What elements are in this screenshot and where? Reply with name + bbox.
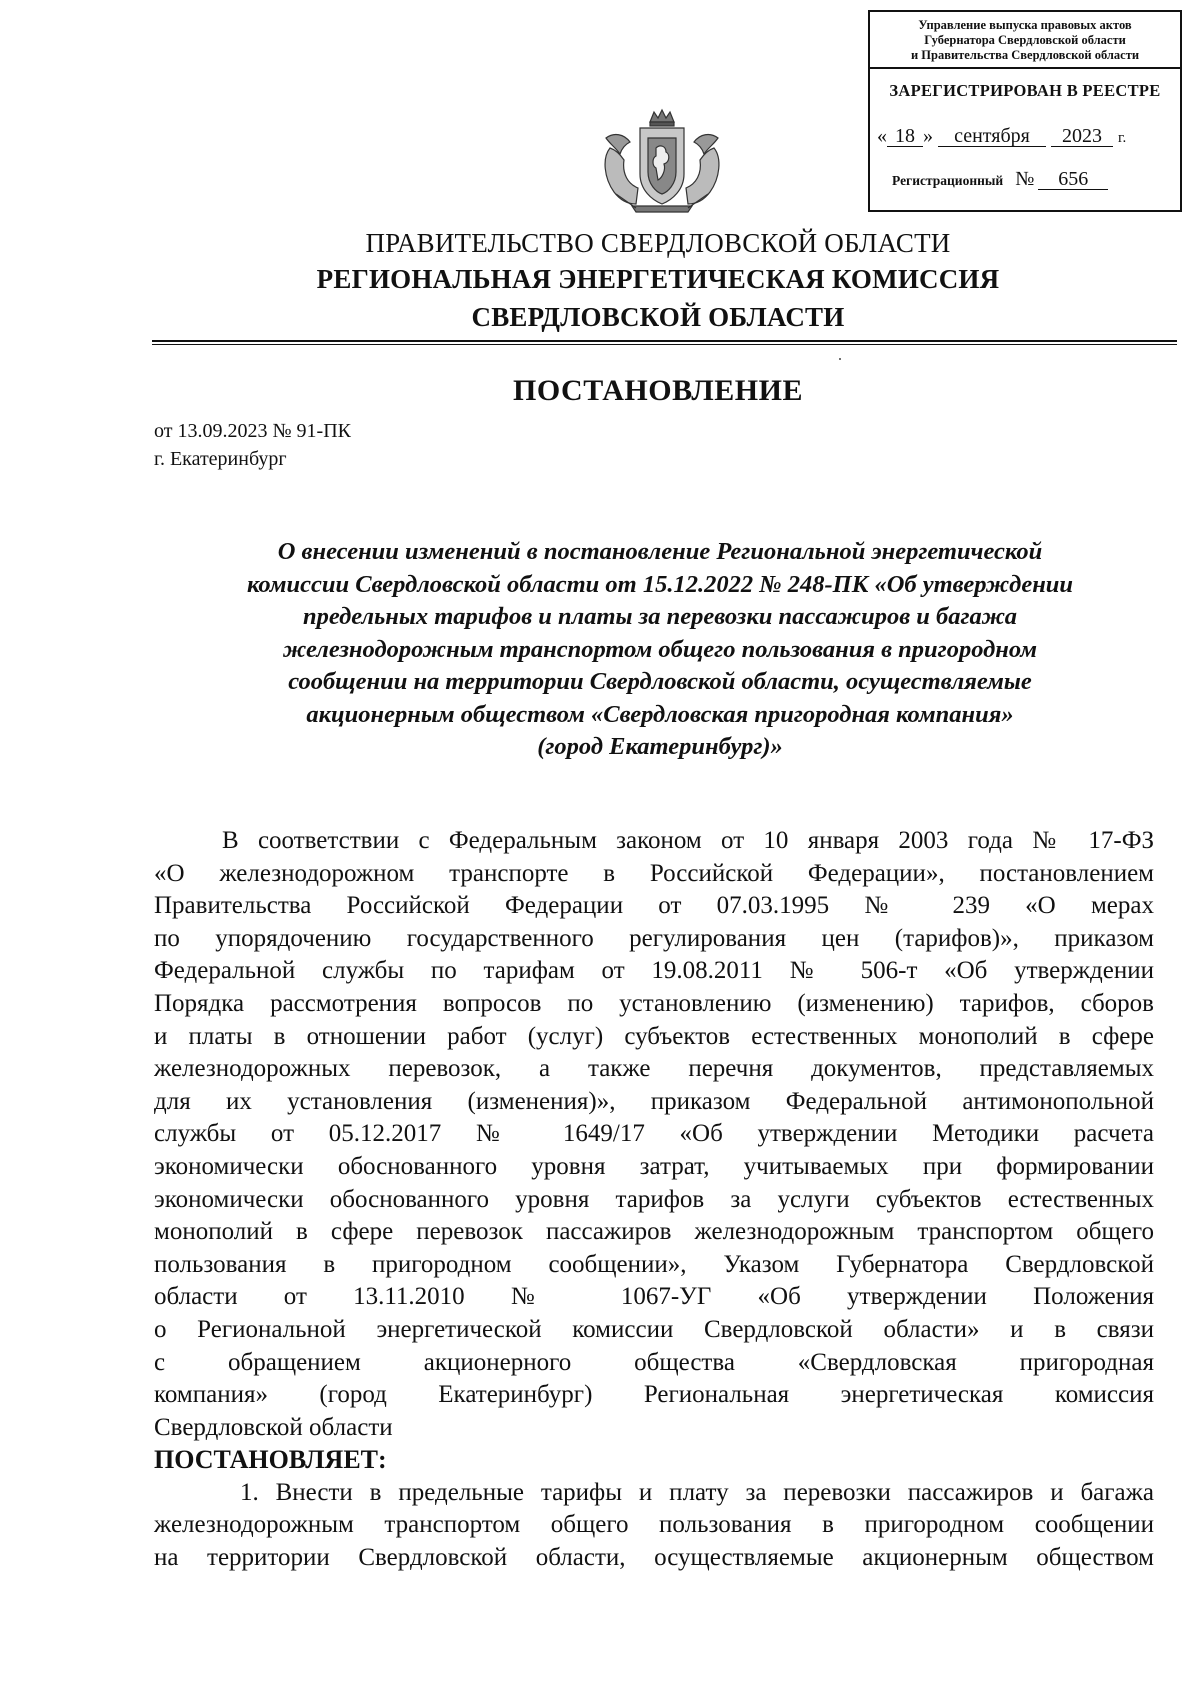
scan-speck [839, 358, 841, 360]
header-divider [152, 340, 1177, 342]
preamble-line: Свердловской области [154, 1413, 393, 1441]
preamble-line: экономически обоснованного уровня затрат, учитываемых при формировании [154, 1152, 1154, 1180]
preamble-line: Правительства Российской Федерации от 07.03.1995 № 239 «О мерах [154, 892, 1154, 920]
government-name: ПРАВИТЕЛЬСТВО СВЕРДЛОВСКОЙ ОБЛАСТИ [365, 228, 951, 258]
subject-line: предельных тарифов и платы за перевозки пассажиров и багажа [302, 603, 1018, 630]
preamble-line: и платы в отношении работ (услуг) субъектов естественных монополий в сфере [154, 1022, 1154, 1050]
subject-line: акционерным обществом «Свердловская пригородная компания» [306, 700, 1014, 728]
document-date-number: от 13.09.2023 № 91-ПК [154, 420, 352, 442]
stamp-date [870, 125, 1180, 148]
stamp-date-open-quote: « [877, 125, 887, 147]
coat-of-arms-icon [596, 108, 728, 216]
commission-name-line2: СВЕРДЛОВСКОЙ ОБЛАСТИ [471, 302, 845, 332]
preamble-line: компания» (город Екатеринбург) Региональная энергетическая комиссия [154, 1381, 1154, 1409]
stamp-header [870, 12, 1180, 69]
subject-line: комиссии Свердловской области от 15.12.2022 № 248-ПК «Об утверждении [246, 570, 1074, 598]
document-body [154, 825, 1154, 1575]
stamp-reg-no-sign: № [1015, 168, 1035, 190]
commission-name-line1: РЕГИОНАЛЬНАЯ ЭНЕРГЕТИЧЕСКАЯ КОМИССИЯ [316, 264, 1000, 294]
stamp-reg-label: Регистрационный [892, 173, 1004, 188]
subject-line: О внесении изменений в постановление Региональной энергетической [277, 538, 1043, 565]
preamble-line: о Региональной энергетической комиссии Свердловской области» и в связи [154, 1315, 1154, 1343]
preamble-line: службы от 05.12.2017 № 1649/17 «Об утверждении Методики расчета [154, 1120, 1154, 1148]
stamp-registration [870, 168, 1180, 191]
header-divider-thin [152, 344, 1177, 345]
item1-line: на территории Свердловской области, осуществляемые акционерным обществом [154, 1544, 1154, 1572]
item1-line: железнодорожным транспортом общего пользования в пригородном сообщении [154, 1511, 1154, 1539]
stamp-header-line: и Правительства Свердловской области [910, 48, 1140, 62]
document-type: ПОСТАНОВЛЕНИЕ [513, 374, 803, 407]
subject-line: железнодорожным транспортом общего пользования в пригородном [282, 635, 1037, 663]
stamp-date-month: сентября [938, 126, 1046, 147]
item1-line: 1. Внести в предельные тарифы и плату за перевозки пассажиров и багажа [240, 1478, 1154, 1506]
stamp-header-line: Управление выпуска правовых актов [918, 18, 1132, 32]
stamp-date-suffix: г. [1118, 130, 1127, 146]
registry-stamp [868, 10, 1182, 212]
stamp-registered-label: ЗАРЕГИСТРИРОВАН В РЕЕСТРЕ [889, 81, 1161, 100]
preamble-line: для их установления (изменения)», приказом Федеральной антимонопольной [154, 1087, 1154, 1115]
preamble-line: Порядка рассмотрения вопросов по установлению (изменению) тарифов, сборов [154, 989, 1154, 1017]
preamble-line: по упорядочению государственного регулирования цен (тарифов)», приказом [154, 924, 1154, 952]
document-city: г. Екатеринбург [154, 448, 287, 470]
preamble-line: железнодорожных перевозок, а также перечня документов, представляемых [154, 1055, 1154, 1083]
preamble-line: В соответствии с Федеральным законом от 10 января 2003 года № 17-ФЗ [222, 827, 1154, 854]
preamble-line: области от 13.11.2010 № 1067-УГ «Об утверждении Положения [154, 1283, 1154, 1311]
preamble-line: пользования в пригородном сообщении», Указом Губернатора Свердловской [154, 1250, 1154, 1278]
stamp-header-line: Губернатора Свердловской области [924, 33, 1126, 47]
preamble-line: Федеральной службы по тарифам от 19.08.2011 № 506-т «Об утверждении [154, 957, 1154, 985]
stamp-date-day: 18 [887, 126, 923, 147]
stamp-date-close-quote: » [923, 125, 933, 147]
stamp-date-year: 2023 [1051, 126, 1113, 147]
subject-line: (город Екатеринбург)» [537, 733, 783, 760]
resolves-heading: ПОСТАНОВЛЯЕТ: [154, 1445, 387, 1475]
preamble-line: «О железнодорожном транспорте в Российской Федерации», постановлением [154, 859, 1154, 887]
preamble-line: экономически обоснованного уровня тарифов за услуги субъектов естественных [154, 1185, 1154, 1213]
preamble-line: монополий в сфере перевозок пассажиров железнодорожным транспортом общего [154, 1218, 1154, 1246]
subject-line: сообщении на территории Свердловской области, осуществляемые [288, 668, 1032, 695]
stamp-reg-number: 656 [1038, 169, 1108, 190]
document-subject [160, 536, 1160, 764]
preamble-line: с обращением акционерного общества «Свердловская пригородная [154, 1348, 1154, 1376]
